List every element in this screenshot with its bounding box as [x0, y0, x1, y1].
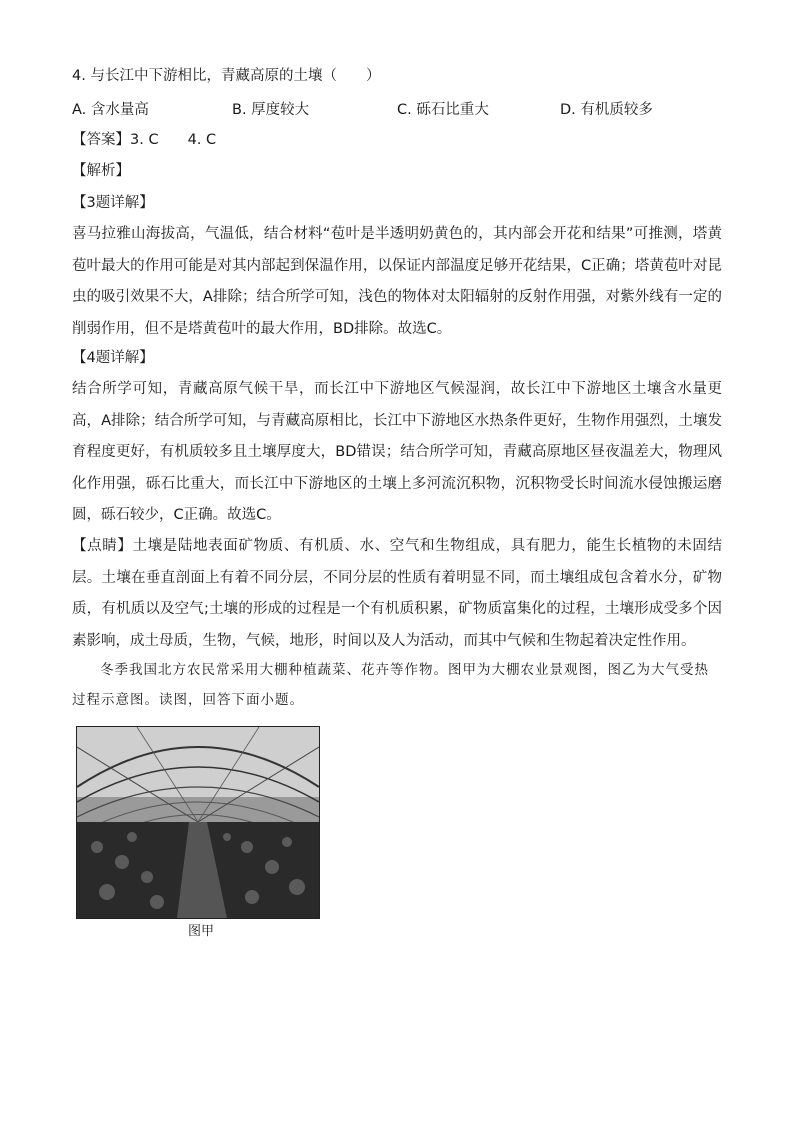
option-d: D. 有机质较多 [560, 102, 653, 118]
key-point-text: 【点睛】土壤是陆地表面矿物质、有机质、水、空气和生物组成，具有肥力，能生长植物的未固结层。土壤在垂直剖面上有着不同分层，不同分层的性质有着明显不同，而土壤组成包含着水分，矿物质，有机质以及空气;土壤的形成的过程是一个有机质积累，矿物质富集化的过程，土壤形成受多个因素影响，成土母质，生物，气候，地形，时间以及人为活动，而其中气候和生物起着决定性作用。 [72, 538, 722, 649]
option-c: C. 砾石比重大 [397, 102, 489, 118]
question-4-options [72, 98, 712, 120]
greenhouse-photo [76, 726, 320, 919]
question-intro: 冬季我国北方农民常采用大棚种植蔬菜、花卉等作物。图甲为大棚农业景观图，图乙为大气受热过程示意图。读图，回答下面小题。 [72, 662, 709, 708]
answer-line: 【答案】3. C 4. C [72, 132, 217, 148]
question-4: 4. 与长江中下游相比，青藏高原的土壤（ ） [72, 68, 381, 84]
option-a: A. 含水量高 [72, 102, 149, 118]
detail-3-label: 【3题详解】 [72, 195, 154, 211]
detail-4-label: 【4题详解】 [72, 350, 154, 366]
option-b: B. 厚度较大 [232, 102, 310, 118]
figure-caption: 图甲 [188, 924, 215, 939]
greenhouse-illustration [77, 727, 319, 918]
detail-3-text: 喜马拉雅山海拔高，气温低，结合材料“苞叶是半透明奶黄色的，其内部会开花和结果”可推测，塔黄苞叶最大的作用可能是对其内部起到保温作用，以保证内部温度足够开花结果，C正确；塔黄苞叶对昆虫的吸引效果不大，A排除；结合所学可知，浅色的物体对太阳辐射的反射作用强，对紫外线有一定的削弱作用，但不是塔黄苞叶的最大作用，BD排除。故选C。 [72, 226, 722, 337]
analysis-label: 【解析】 [72, 163, 130, 179]
detail-4-text: 结合所学可知，青藏高原气候干旱，而长江中下游地区气候湿润，故长江中下游地区土壤含水量更高，A排除；结合所学可知，与青藏高原相比，长江中下游地区水热条件更好，生物作用强烈，土壤发育程度更好，有机质较多且土壤厚度大，BD错误；结合所学可知，青藏高原地区昼夜温差大，物理风化作用强，砾石比重大，而长江中下游地区的土壤上多河流沉积物，沉积物受长时间流水侵蚀搬运磨圆，砾石较少，C正确。故选C。 [72, 381, 722, 523]
